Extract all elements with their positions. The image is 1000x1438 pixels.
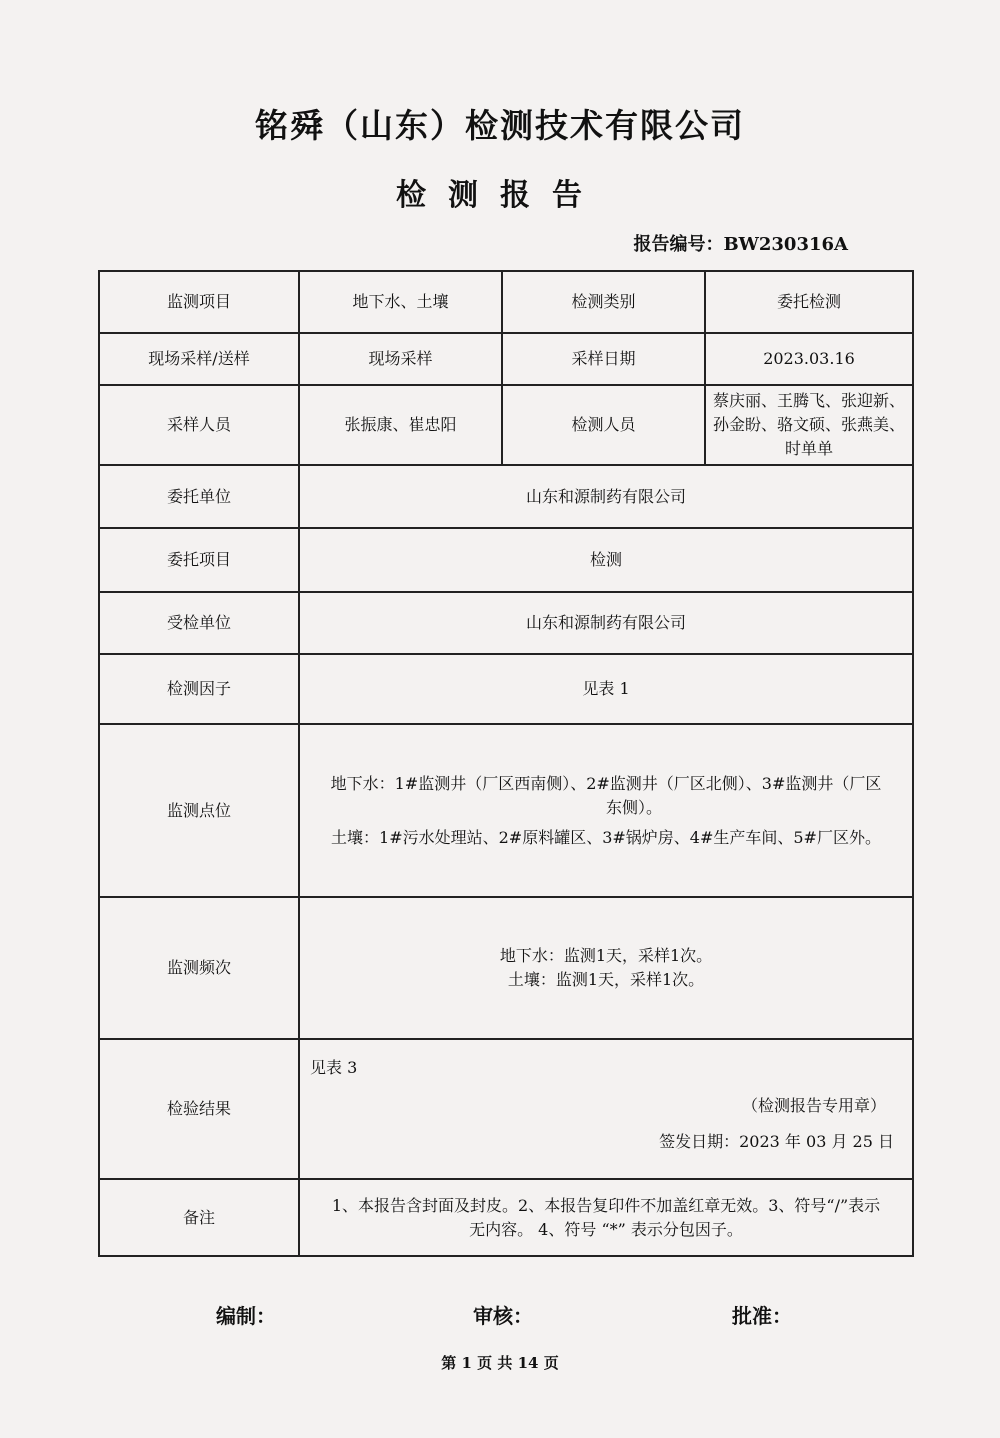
table-row — [99, 528, 913, 592]
commission-value: 检测 — [299, 528, 913, 592]
frequency-value — [299, 897, 913, 1039]
table-row — [99, 465, 913, 528]
client-label: 委托单位 — [99, 465, 299, 528]
remark-line: 无内容。 4、符号 “*” 表示分包因子。 — [469, 1219, 743, 1239]
tester-value — [705, 385, 913, 465]
issue-date: 签发日期：2023 年 03 月 25 日 — [659, 1132, 894, 1151]
tester-label: 检测人员 — [502, 385, 705, 465]
remark-label: 备注 — [99, 1179, 299, 1256]
inspected-value: 山东和源制药有限公司 — [299, 592, 913, 654]
company-name: 铭舜（山东）检测技术有限公司 — [255, 106, 745, 145]
page-number: 第 1 页 共 14 页 — [441, 1354, 559, 1372]
approved-label: 批准： — [732, 1304, 792, 1328]
points-value — [299, 724, 913, 897]
points-line: 地下水：1#监测井（厂区西南侧）、2#监测井（厂区北侧）、3#监测井（厂区 — [330, 773, 882, 793]
report-number: 报告编号：BW230316A — [633, 234, 848, 255]
compiled-label: 编制： — [216, 1304, 276, 1328]
test-type-value: 委托检测 — [705, 271, 913, 333]
frequency-label: 监测频次 — [99, 897, 299, 1039]
table-row — [99, 1039, 913, 1179]
factor-value: 见表 1 — [299, 654, 913, 724]
sampling-mode-label: 现场采样/送样 — [99, 333, 299, 385]
monitor-item-value: 地下水、土壤 — [299, 271, 502, 333]
result-value-cell — [299, 1039, 913, 1179]
commission-label: 委托项目 — [99, 528, 299, 592]
monitor-item-label: 监测项目 — [99, 271, 299, 333]
tester-line: 蔡庆丽、王腾飞、张迎新、 — [712, 391, 905, 410]
sampling-date-value: 2023.03.16 — [705, 333, 913, 385]
sampler-label: 采样人员 — [99, 385, 299, 465]
seal-text: （检测报告专用章） — [741, 1096, 886, 1115]
points-label: 监测点位 — [99, 724, 299, 897]
points-line: 土壤：1#污水处理站、2#原料罐区、3#锅炉房、4#生产车间、5#厂区外。 — [331, 827, 881, 847]
sampling-mode-value: 现场采样 — [299, 333, 502, 385]
remark-line: 1、本报告含封面及封皮。2、本报告复印件不加盖红章无效。3、符号“/”表示 — [331, 1195, 881, 1215]
result-value: 见表 3 — [310, 1058, 358, 1077]
table-row — [99, 724, 913, 897]
table-row — [99, 1179, 913, 1256]
client-value: 山东和源制药有限公司 — [299, 465, 913, 528]
table-row — [99, 271, 913, 333]
frequency-line: 土壤：监测1天，采样1次。 — [507, 970, 705, 989]
result-label: 检验结果 — [99, 1039, 299, 1179]
table-row — [99, 897, 913, 1039]
sampling-date-label: 采样日期 — [502, 333, 705, 385]
report-table — [98, 270, 914, 1257]
tester-line: 孙金盼、骆文硕、张燕美、 — [712, 415, 905, 434]
frequency-line: 地下水：监测1天，采样1次。 — [499, 946, 713, 965]
points-line: 东侧）。 — [605, 797, 662, 817]
factor-label: 检测因子 — [99, 654, 299, 724]
tester-line: 时单单 — [784, 439, 833, 458]
table-row — [99, 654, 913, 724]
table-row — [99, 333, 913, 385]
remark-value — [299, 1179, 913, 1256]
report-title: 检测报告 — [396, 178, 604, 213]
reviewed-label: 审核： — [473, 1304, 533, 1328]
table-row — [99, 592, 913, 654]
table-row — [99, 385, 913, 465]
inspected-label: 受检单位 — [99, 592, 299, 654]
test-type-label: 检测类别 — [502, 271, 705, 333]
sampler-value: 张振康、崔忠阳 — [299, 385, 502, 465]
